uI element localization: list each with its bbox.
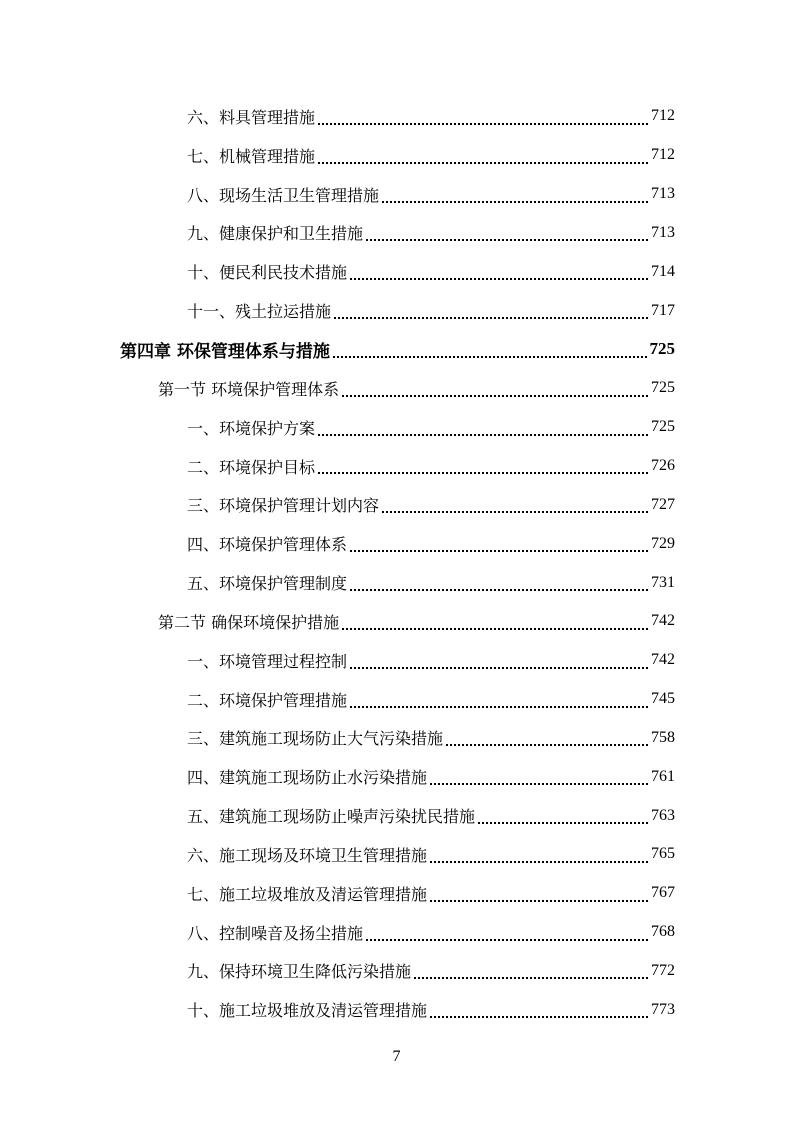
toc-dot-leader: [350, 655, 648, 669]
toc-entry-item[interactable]: [0, 214, 793, 253]
toc-entry-item[interactable]: [0, 136, 793, 175]
toc-dot-leader: [318, 460, 648, 474]
toc-entry-page: 714: [651, 262, 675, 280]
toc-dot-leader: [430, 1004, 648, 1018]
toc-entry-title: 十、施工垃圾堆放及清运管理措施: [187, 1001, 428, 1021]
toc-dot-leader: [334, 305, 648, 319]
toc-dot-leader: [414, 965, 648, 979]
toc-entry-page: 713: [651, 223, 675, 241]
toc-dot-leader: [333, 344, 647, 358]
toc-entry-item[interactable]: [0, 757, 793, 796]
toc-entry-title: 四、环境保护管理体系: [187, 535, 348, 555]
toc-entry-item[interactable]: [0, 175, 793, 214]
toc-entry-page: 725: [651, 379, 675, 397]
toc-entry-title: 八、现场生活卫生管理措施: [187, 185, 380, 205]
toc-entry-page: 712: [651, 146, 675, 164]
toc-entry-page: 725: [649, 339, 675, 359]
toc-entry-title: 二、环境保护管理措施: [187, 690, 348, 710]
toc-entry-item[interactable]: [0, 641, 793, 680]
toc-entry-page: 767: [651, 884, 675, 902]
toc-entry-section[interactable]: [0, 369, 793, 408]
toc-entry-section[interactable]: [0, 602, 793, 641]
toc-dot-leader: [350, 577, 648, 591]
toc-entry-page: 742: [651, 651, 675, 669]
toc-entry-title: 五、环境保护管理制度: [187, 574, 348, 594]
toc-entry-page: 727: [651, 495, 675, 513]
toc-entry-item[interactable]: [0, 835, 793, 874]
toc-entry-title: 三、建筑施工现场防止大气污染措施: [187, 729, 444, 749]
toc-dot-leader: [382, 189, 648, 203]
toc-entry-item[interactable]: [0, 97, 793, 136]
toc-dot-leader: [430, 849, 648, 863]
toc-dot-leader: [478, 810, 648, 824]
toc-dot-leader: [430, 888, 648, 902]
toc-entry-title: 七、施工垃圾堆放及清运管理措施: [187, 884, 428, 904]
table-of-contents: [0, 97, 793, 1029]
toc-dot-leader: [446, 732, 648, 746]
toc-entry-title: 九、保持环境卫生降低污染措施: [187, 962, 412, 982]
toc-entry-page: 768: [651, 923, 675, 941]
toc-entry-title: 第四章 环保管理体系与措施: [120, 341, 330, 362]
toc-entry-page: 763: [651, 806, 675, 824]
toc-entry-title: 一、环境管理过程控制: [187, 651, 348, 671]
toc-entry-page: 712: [651, 107, 675, 125]
toc-entry-title: 第一节 环境保护管理体系: [158, 379, 340, 399]
toc-dot-leader: [382, 499, 648, 513]
toc-entry-page: 761: [651, 767, 675, 785]
toc-entry-item[interactable]: [0, 252, 793, 291]
page-number: 7: [392, 1048, 401, 1065]
toc-dot-leader: [366, 227, 648, 241]
toc-entry-title: 六、料具管理措施: [187, 107, 316, 127]
toc-entry-item[interactable]: [0, 913, 793, 952]
toc-entry-page: 729: [651, 534, 675, 552]
toc-entry-page: 726: [651, 457, 675, 475]
toc-entry-title: 五、建筑施工现场防止噪声污染扰民措施: [187, 807, 476, 827]
toc-entry-title: 六、施工现场及环境卫生管理措施: [187, 845, 428, 865]
toc-entry-item[interactable]: [0, 485, 793, 524]
toc-entry-item[interactable]: [0, 524, 793, 563]
toc-entry-item[interactable]: [0, 796, 793, 835]
toc-entry-page: 742: [651, 612, 675, 630]
toc-dot-leader: [350, 538, 648, 552]
toc-entry-title: 二、环境保护目标: [187, 457, 316, 477]
toc-entry-item[interactable]: [0, 719, 793, 758]
toc-entry-title: 十、便民利民技术措施: [187, 263, 348, 283]
toc-entry-title: 七、机械管理措施: [187, 146, 316, 166]
toc-dot-leader: [430, 771, 648, 785]
toc-entry-item[interactable]: [0, 447, 793, 486]
toc-entry-title: 十一、残土拉运措施: [187, 302, 332, 322]
toc-dot-leader: [350, 694, 648, 708]
toc-entry-title: 一、环境保护方案: [187, 418, 316, 438]
toc-dot-leader: [318, 422, 648, 436]
toc-dot-leader: [350, 266, 648, 280]
toc-dot-leader: [318, 150, 648, 164]
toc-entry-page: 731: [651, 573, 675, 591]
toc-entry-item[interactable]: [0, 680, 793, 719]
toc-entry-page: 772: [651, 961, 675, 979]
toc-dot-leader: [366, 927, 648, 941]
toc-entry-item[interactable]: [0, 990, 793, 1029]
toc-entry-title: 第二节 确保环境保护措施: [158, 612, 340, 632]
toc-dot-leader: [342, 383, 648, 397]
toc-entry-page: 773: [651, 1000, 675, 1018]
toc-entry-page: 717: [651, 301, 675, 319]
toc-entry-page: 725: [651, 418, 675, 436]
toc-entry-item[interactable]: [0, 874, 793, 913]
toc-dot-leader: [318, 111, 648, 125]
toc-entry-chapter[interactable]: [0, 330, 793, 369]
toc-entry-item[interactable]: [0, 291, 793, 330]
toc-entry-page: 765: [651, 845, 675, 863]
toc-entry-item[interactable]: [0, 408, 793, 447]
toc-entry-title: 八、控制噪音及扬尘措施: [187, 923, 364, 943]
toc-entry-page: 758: [651, 728, 675, 746]
toc-entry-page: 745: [651, 690, 675, 708]
toc-entry-item[interactable]: [0, 952, 793, 991]
toc-entry-item[interactable]: [0, 563, 793, 602]
toc-dot-leader: [342, 616, 648, 630]
toc-entry-title: 三、环境保护管理计划内容: [187, 496, 380, 516]
toc-entry-title: 四、建筑施工现场防止水污染措施: [187, 768, 428, 788]
toc-entry-page: 713: [651, 185, 675, 203]
toc-entry-title: 九、健康保护和卫生措施: [187, 224, 364, 244]
